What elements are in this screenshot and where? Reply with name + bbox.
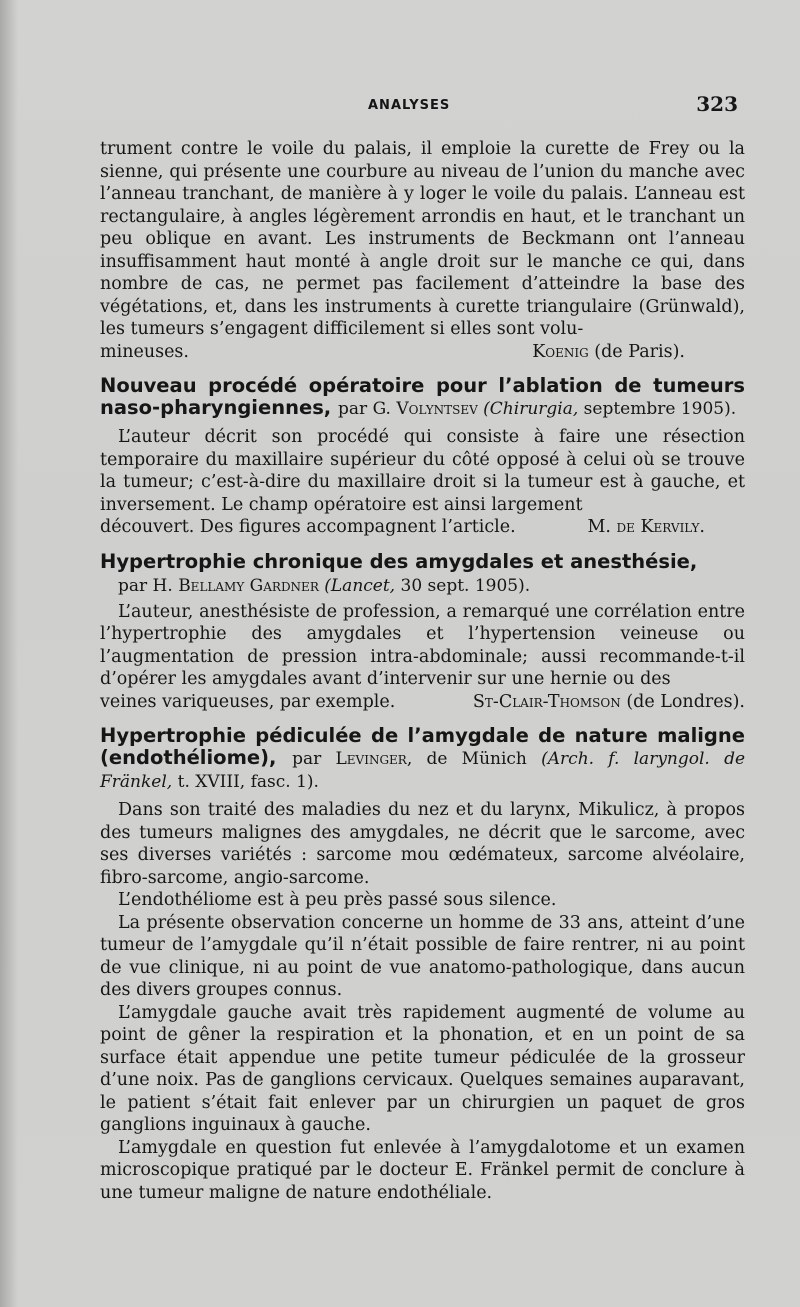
article-paragraph: L’endothéliome est à peu près passé sous silence.	[118, 890, 557, 910]
continued-paragraph: trument contre le voile du palais, il emploie la curette de Frey ou la sienne, qui présente une courbure au niveau de l’union du manche avec l’anneau tranchant, de manière à y loger le voile du palais. L’anneau est rectangulaire, à angles légèrement arrondis en haut, et le tranchant un peu oblique en avant. Les instruments de Beckmann ont l’anneau insuffisamment haut monté à angle droit sur le manche ce qui, dans nombre de cas, ne permet pas facilement d’atteindre la base des végétations, et, dans les instruments à curette triangulaire (Grünwald), les tumeurs s’engagent difficilement si elles sont volu-	[100, 139, 745, 339]
article-title	[100, 725, 745, 793]
signature-line	[100, 341, 745, 364]
paragraph-end: découvert. Des figures accompagnent l’article.	[100, 517, 516, 537]
article-paragraph: L’auteur décrit son procédé qui consiste à faire une résection temporaire du maxillaire supérieur du côté opposé à celui où se trouve la tumeur; c’est-à-dire du maxillaire droit si la tumeur est à gauche, et inversement. Le champ opératoire est ainsi largement	[100, 427, 745, 515]
journal-name: (Arch. f. laryngol. de Fränkel,	[100, 749, 746, 792]
signature-line	[100, 516, 745, 539]
signature	[473, 691, 745, 714]
page-number: 323	[696, 92, 738, 116]
signature-place: (de Paris).	[594, 341, 685, 362]
article-paragraph: L’amygdale en question fut enlevée à l’amygdalotome et un examen microscopique pratiqué par le docteur E. Fränkel permit de conclure à une tumeur maligne de nature endothéliale.	[100, 1137, 745, 1203]
article-paragraph: L’amygdale gauche avait très rapidement augmenté de volume au point de gêner la respiration et la phonation, et en un point de sa surface était appendue une petite tumeur pédiculée de la grosseur d’une noix. Pas de ganglions cervicaux. Quelques semaines auparavant, le patient s’était fait enlever par un chirurgien un paquet de gros ganglions inguinaux à gauche.	[100, 1002, 745, 1135]
article-title-text: Hypertrophie pédiculée de l’amygdale de nature maligne (endothéliome),	[100, 724, 745, 769]
journal-name: (Lancet,	[324, 575, 396, 596]
signature-name: St-Clair-Thomson	[472, 691, 621, 712]
paragraph-end: veines variqueuses, par exemple.	[100, 691, 396, 712]
author-name: Bellamy Gardner	[178, 575, 319, 596]
page-header	[100, 92, 740, 122]
article-title-text: Nouveau procédé opératoire pour l’ablation de tumeurs naso-pharyngiennes,	[100, 374, 745, 419]
signature	[532, 341, 745, 364]
signature: M. de Kervily.	[587, 517, 705, 537]
signature-name: Koenig	[532, 341, 589, 362]
author-name: Levinger,	[335, 749, 413, 769]
byline-prefix: par H.	[118, 575, 173, 596]
article-byline	[100, 575, 745, 597]
author-place: de Münich	[426, 749, 527, 769]
article-paragraph: La présente observation concerne un homme de 33 ans, atteint d’une tumeur de l’amygdale qu’il n’était possible de faire rentrer, ni au point de vue clinique, ni au point de vue anatomo-pathologique, dans aucun des divers groupes connus.	[100, 912, 745, 1000]
journal-name: (Chirurgia,	[483, 399, 579, 419]
signature-place: (de Londres).	[626, 691, 745, 712]
paragraph-end: mineuses.	[100, 341, 189, 362]
byline-prefix: par	[292, 749, 322, 769]
page-content	[100, 138, 745, 1204]
signature-line	[100, 691, 745, 714]
byline-prefix: par G.	[338, 399, 391, 419]
publication-date: t. XVIII, fasc. 1).	[177, 772, 319, 792]
article-title	[100, 375, 745, 420]
article-paragraph: Dans son traité des maladies du nez et du larynx, Mikulicz, à propos des tumeurs malignes des amygdales, ne décrit que le sarcome, avec ses diverses variétés : sarcome mou œdémateux, sarcome alvéolaire, fibro-sarcome, angio-sarcome.	[100, 800, 745, 888]
article-paragraph: L’auteur, anesthésiste de profession, a remarqué une corrélation entre l’hypertrophie des amygdales et l’hypertension veineuse ou l’augmentation de pression intra-abdominale; aussi recommande-t-il d’opérer les amygdales avant d’intervenir sur une hernie ou des	[100, 601, 745, 689]
publication-date: septembre 1905).	[583, 399, 737, 419]
article-title	[100, 551, 745, 573]
author-name: Volyntsev	[396, 399, 478, 419]
running-head: ANALYSES	[368, 98, 451, 113]
publication-date: 30 sept. 1905).	[400, 575, 531, 596]
article-title-text: Hypertrophie chronique des amygdales et anesthésie,	[100, 549, 698, 573]
